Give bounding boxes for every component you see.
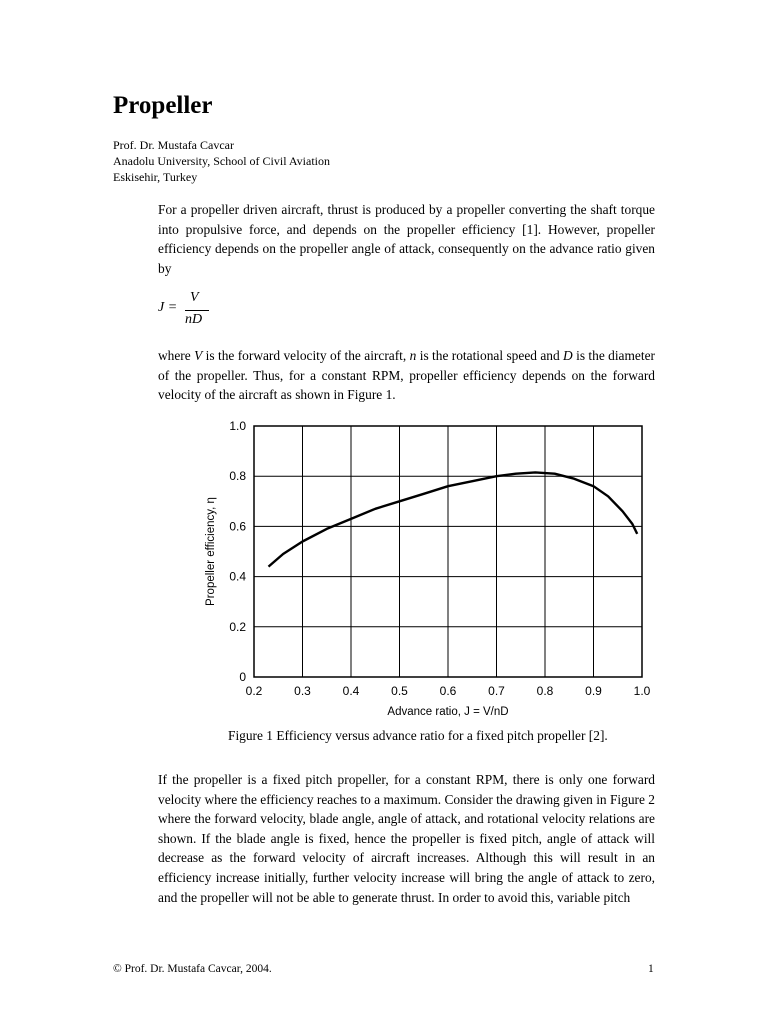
- x-tick-label: 0.9: [585, 684, 602, 698]
- paragraph-fixed-pitch: If the propeller is a fixed pitch propeller, for a constant RPM, there is only one forward velocity where the efficiency reaches to a maximum. Consider the drawing given in Figure 2 where the forward velocity, blade angle, angle of attack, and rotational velocity relations are shown. If the blade angle is fixed, hence the propeller is fixed pitch, angle of attack will decrease as the forward velocity of aircraft increases. Although this will result in an efficiency increase initially, further velocity increase will bring the angle of attack to zero, and the propeller will not be able to generate thrust. In order to avoid this, variable pitch: [158, 772, 655, 905]
- x-axis-label: Advance ratio, J = V/nD: [387, 706, 509, 718]
- footer-copyright: © Prof. Dr. Mustafa Cavcar, 2004.: [113, 963, 272, 975]
- y-tick-label: 0.8: [229, 469, 246, 484]
- equation-denominator: nD: [185, 312, 203, 327]
- page-number: 1: [648, 963, 654, 975]
- y-tick-label: 0.4: [229, 569, 246, 584]
- x-tick-label: 0.6: [439, 684, 457, 698]
- x-tick-label: 0.2: [245, 684, 263, 698]
- paragraph-variables-text-2: is the forward velocity of the aircraft,: [202, 348, 410, 363]
- document-title: Propeller: [113, 92, 213, 119]
- author-block: [113, 137, 330, 185]
- author-name: Prof. Dr. Mustafa Cavcar: [113, 138, 234, 152]
- x-tick-label: 0.3: [294, 684, 311, 698]
- variable-n: n: [409, 348, 417, 363]
- equation-lhs: J =: [158, 300, 178, 315]
- paragraph-variables-text-3: is the rotational speed and: [416, 348, 564, 363]
- y-tick-label: 0: [239, 670, 246, 684]
- x-tick-label: 0.4: [342, 684, 360, 698]
- y-tick-label: 1.0: [229, 419, 246, 433]
- fraction-bar: [185, 310, 209, 311]
- paragraph-variables-text-4: is the diameter of the propeller. Thus, for a constant RPM, propeller efficiency depends on the forward velocity of the aircraft as shown in Figure 1.: [158, 348, 655, 403]
- x-tick-label: 0.8: [536, 684, 554, 698]
- paragraph-intro: For a propeller driven aircraft, thrust is produced by a propeller converting the shaft torque into propulsive force, and depends on the propeller efficiency [1]. However, propeller efficiency depends on the propeller angle of attack, consequently on the advance ratio given by: [158, 202, 655, 276]
- paragraph-variables-text-1: where: [158, 348, 195, 363]
- figure-caption: Figure 1 Efficiency versus advance ratio for a fixed pitch propeller [2].: [228, 728, 608, 743]
- y-tick-label: 0.6: [229, 519, 246, 534]
- paragraph-variables: [158, 346, 655, 405]
- variable-v: V: [194, 348, 203, 363]
- variable-d: D: [563, 348, 573, 363]
- y-axis-label: Propeller efficiency, η: [205, 497, 217, 606]
- x-tick-label: 1.0: [633, 684, 651, 698]
- x-tick-label: 0.7: [488, 684, 505, 698]
- x-tick-label: 0.5: [391, 684, 408, 698]
- efficiency-chart: [204, 412, 656, 722]
- author-location: Eskisehir, Turkey: [113, 170, 198, 184]
- y-tick-label: 0.2: [229, 619, 246, 634]
- efficiency-chart-figure: [204, 412, 656, 722]
- author-affiliation: Anadolu University, School of Civil Aviation: [113, 154, 330, 168]
- equation-numerator: V: [190, 290, 199, 305]
- efficiency-curve: [269, 472, 638, 566]
